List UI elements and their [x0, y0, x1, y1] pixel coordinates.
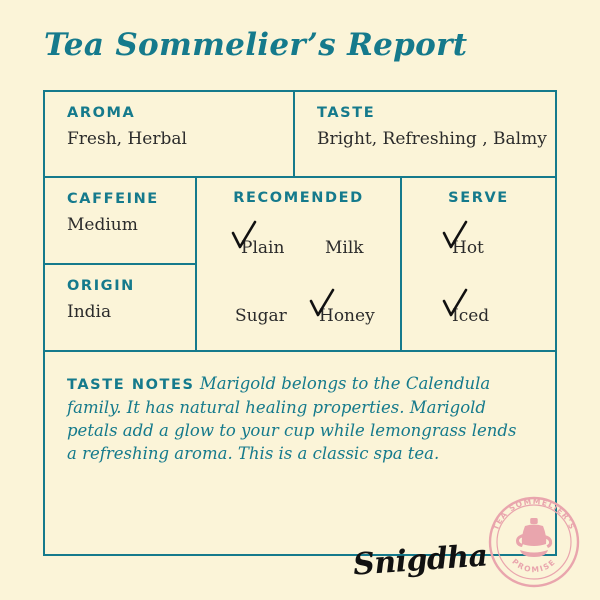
serve-section: [402, 178, 555, 352]
stamp-bottom-text: PROMISE: [510, 556, 558, 575]
serve-label: SERVE: [448, 190, 509, 206]
taste-notes-section: [45, 352, 555, 554]
taste-label: TASTE: [317, 105, 376, 121]
aroma-value: Fresh, Herbal: [67, 129, 187, 149]
report-grid: [43, 90, 557, 556]
option-plain[interactable]: Plain: [241, 238, 285, 258]
option-honey[interactable]: Honey: [319, 306, 375, 326]
field-origin: [45, 265, 195, 352]
taste-notes-text: Marigold belongs to the Calendula family. It has natural healing properties. Marigold petals add a glow to your cup while lemongrass lends a refreshing aroma. This is a classic spa tea.: [67, 374, 517, 464]
option-milk[interactable]: Milk: [325, 238, 364, 258]
sommeliers-promise-stamp: [482, 490, 586, 594]
caffeine-value: Medium: [67, 215, 138, 235]
caffeine-label: CAFFEINE: [67, 191, 159, 207]
taste-notes-label: TASTE NOTES: [67, 377, 195, 393]
caffeine-origin-column: [45, 178, 197, 352]
origin-label: ORIGIN: [67, 278, 135, 294]
recommended-label: RECOMENDED: [233, 190, 364, 206]
recommended-section: [197, 178, 402, 352]
option-hot[interactable]: Hot: [452, 238, 484, 258]
taste-notes-body: [67, 372, 525, 466]
signature: Snigdha: [352, 538, 490, 583]
stamp-top-text: TEA SOMMELIER’S: [491, 496, 577, 532]
field-taste: [295, 92, 555, 178]
aroma-label: AROMA: [67, 105, 136, 121]
taste-value: Bright, Refreshing , Balmy: [317, 129, 547, 149]
field-aroma: [45, 92, 295, 178]
row-options: [45, 178, 555, 352]
option-iced[interactable]: Iced: [452, 306, 490, 326]
page-title: Tea Sommelier’s Report: [44, 27, 468, 63]
field-caffeine: [45, 178, 195, 265]
row-taste-notes: [45, 352, 555, 554]
row-aroma-taste: [45, 92, 555, 178]
option-sugar[interactable]: Sugar: [235, 306, 287, 326]
origin-value: India: [67, 302, 112, 322]
